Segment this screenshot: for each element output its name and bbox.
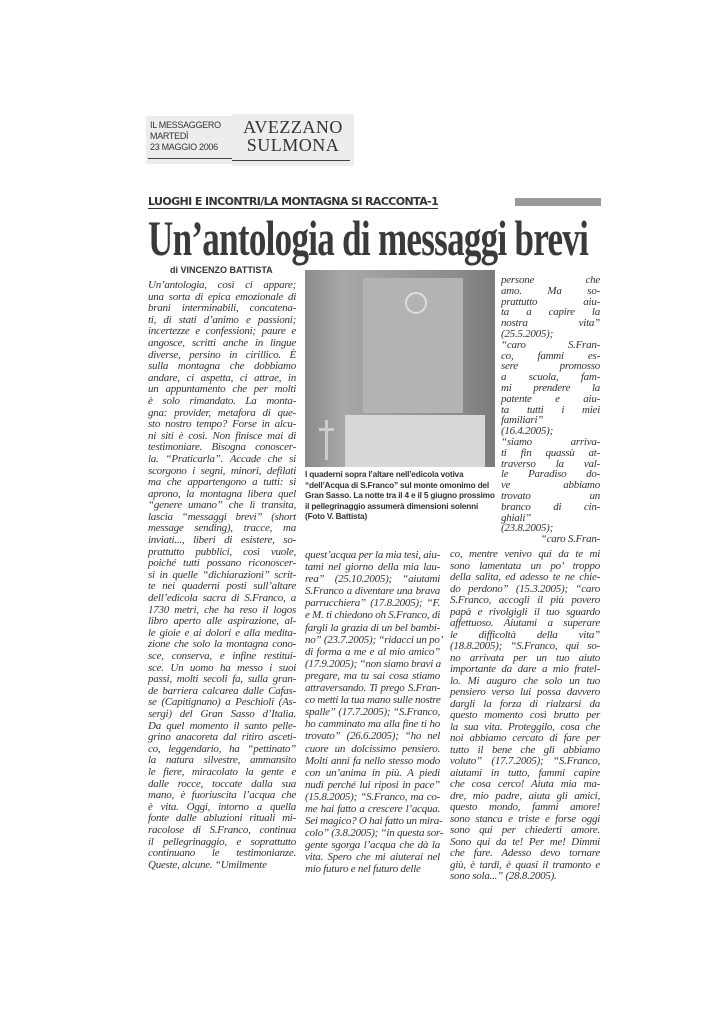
text-line: mio futuro e nel futuro delle [305, 863, 421, 876]
text-line: prattutto aiu- [501, 295, 600, 308]
text-line: traverso la val- [501, 457, 600, 470]
text-line: 1730 metri, che ha reso il logos [148, 603, 296, 616]
text-line: familiari” [501, 414, 544, 427]
text-line: la natura silvestre, ammansito [148, 754, 296, 767]
edition-city-1: AVEZZANO [243, 117, 343, 137]
text-line: si in quelle “dichiarazioni” scrit- [148, 568, 296, 581]
text-line: poiché tutti possano riconoscer- [148, 557, 296, 570]
text-line: me hai fatto a crescere l’acqua. [305, 802, 440, 815]
text-line: aprono, la montagna libera quel [148, 487, 296, 500]
text-line: co, leggendario, ha “pettinato” [148, 742, 296, 755]
text-line: tami nel giorno della mia lau- [305, 561, 440, 574]
text-line: “caro S.Fran- [540, 533, 600, 546]
text-line: ti fin quassù at- [501, 446, 600, 459]
text-line: sono sola...” (28.8.2005). [450, 870, 557, 882]
text-line: nudi perché lui riposi in pace” [305, 778, 440, 791]
text-line: giù, è tardi, è quasi il tramonto e [450, 858, 600, 871]
text-line: pregare, ma tu sai cosa stiamo [305, 669, 440, 682]
text-line: pensiero verso lui possa davvero [450, 686, 600, 698]
text-line: quest’acqua per la mia tesi, aiu- [305, 549, 440, 561]
edition-rule [232, 160, 350, 161]
text-line: con un’anima in più. A piedi [305, 766, 440, 779]
text-line: branco di cin- [501, 500, 600, 513]
text-line: le gioie e ai dolori e alla medita- [148, 626, 296, 639]
text-line: ti, di stati d’animo e passioni; [148, 313, 296, 326]
text-line: nostra vita” [501, 317, 600, 330]
text-line: lo. Mi auguro che solo un tuo [450, 674, 600, 687]
text-line: sono lamentata un po’ troppo [450, 559, 600, 572]
weekday: MARTEDÌ [150, 131, 189, 141]
text-line: brani interminabili, concatena- [148, 302, 296, 315]
text-line: se (Capitignano) a Peschioli (As- [148, 696, 296, 709]
text-line: message sending), tracce, ma [148, 522, 296, 535]
text-line: gente sgorga l’acqua che dà la [305, 839, 440, 852]
text-line: importante da dare a mio fratel- [450, 663, 600, 675]
text-line: lascia “messaggi brevi” (short [148, 510, 296, 523]
text-line: Molti anni fa nello stesso modo [305, 754, 440, 767]
text-line: trovato un [501, 489, 600, 502]
text-line: dalle rocce, toccate dalla sua [148, 777, 296, 790]
text-line: (25.5.2005); [501, 327, 553, 340]
text-line: sergi) del Gran Sasso d’Italia. [148, 707, 296, 720]
text-line: incertezze e confessioni; paure e [148, 325, 296, 338]
text-line: sce, conserva, e infine restitui- [148, 650, 296, 662]
publication-date: 23 MAGGIO 2006 [150, 142, 218, 152]
text-line: patente e aiu- [501, 392, 600, 405]
headline: Un’antologia di messaggi brevi [148, 210, 589, 266]
text-line: la sua vita. Proteggilo, cosa che [450, 720, 600, 733]
text-line: S.Franco a diventare una brava [305, 585, 440, 598]
article-photo [305, 270, 495, 467]
text-line: attraversando. Ti prego S.Fran- [305, 682, 440, 695]
article-column-right [501, 275, 600, 545]
text-line: è vita. Oggi, intorno a quella [148, 800, 296, 813]
text-line: diverse, persino in cirillico. È [148, 348, 296, 361]
text-line: racolose di S.Franco, continua [148, 823, 296, 836]
text-line: sulla montagna che dobbiamo [148, 360, 296, 373]
text-line: sono stanca e triste e forse oggi [450, 812, 600, 825]
text-line: prattutto pubblici, così vuole, [148, 545, 296, 558]
text-line: voluto” (17.7.2005); “S.Franco, [450, 755, 600, 767]
text-line: della salita, ed adesso te ne chie- [450, 571, 600, 583]
text-line: te nei quaderni posti sull’altare [148, 580, 296, 593]
text-line: zione che solo la montagna cono- [148, 638, 296, 651]
text-line: persone che [501, 274, 600, 286]
text-line: ve abbiamo [501, 479, 600, 492]
text-line: di forma a me e al mio amico” [305, 645, 440, 658]
text-line: è solo rimandato. La monta- [148, 394, 296, 407]
text-line: questo momento così brutto per [450, 709, 600, 721]
photo-cross-icon [325, 420, 328, 460]
text-line: vita. Spero che mi aiuterai nel [305, 851, 440, 864]
text-line: ta tutti i miei [501, 403, 600, 416]
text-line: co metti la tua mano sulle nostre [305, 694, 441, 707]
text-line: mi prendere la [501, 381, 600, 394]
text-line: amo. Ma so- [501, 284, 600, 297]
text-line: de barriera calcarea dalle Cafas- [148, 684, 296, 697]
text-line: papà e rivolgigli il tuo sguardo [450, 605, 600, 618]
text-line: aiutami in tutto, fammi capire [450, 766, 600, 779]
text-line: (17.9.2005); “non siamo bravi a [305, 657, 441, 670]
text-line: ma che appartengono a tutti: si [148, 476, 296, 489]
text-line: grino anacoreta dal ritiro asceti- [148, 731, 296, 744]
text-line: no” (23.7.2005); “ridacci un po’ [305, 633, 444, 646]
text-line: “caro S.Fran- [501, 338, 600, 351]
text-line: spalle” (17.7.2005); “S.Franco, [305, 706, 440, 719]
text-line: (16.4.2005); [501, 425, 553, 438]
text-line: sto nostro tempo? Forse in alcu- [148, 418, 296, 431]
text-line: inviati..., liberi di esistere, so- [148, 534, 296, 547]
text-line: Sono qui da te! Per me! Dimmi [450, 835, 600, 848]
photo-saint-halo [405, 292, 427, 314]
text-line: e M. ti chiedono oh S.Franco, di [305, 609, 440, 622]
edition-city-2: SULMONA [246, 135, 340, 155]
text-line: Sei magico? O hai fatto un mira- [305, 815, 443, 828]
text-line: Queste, alcune. “Umilmente [148, 858, 267, 871]
article-column-middle [305, 549, 444, 876]
text-line: cuore un dolcissimo pensiero. [305, 742, 440, 755]
text-line: sce. Un uomo ha messo i suoi [148, 661, 296, 674]
text-line: libro aperto alle aspirazione, al- [148, 615, 296, 628]
text-line: dargli la forza di rialzarsi da [450, 697, 600, 710]
text-line: co, fammi es- [501, 349, 600, 362]
article-column-left [148, 280, 296, 871]
text-line: rea” (25.10.2005); “aiutami [305, 573, 440, 586]
text-line: “siamo arriva- [501, 435, 600, 448]
text-line: passi, molti secoli fa, sulla gran- [148, 673, 296, 686]
text-line: mano, è fuoriuscita l’acqua che [148, 789, 296, 802]
text-line: S.Franco, accogli il più povero [450, 594, 600, 606]
text-line: che fare. Adesso devo tornare [450, 847, 600, 859]
text-line: che cosa cerco! Aiuta mia ma- [450, 778, 600, 790]
photo-plaque [345, 415, 485, 467]
text-line: ghiali” [501, 511, 532, 524]
section-heading: LUOGHI E INCONTRI/LA MONTAGNA SI RACCONTA-1 [148, 195, 439, 208]
text-line: do perdono” (15.3.2005); “caro [450, 582, 600, 595]
photo-caption: I quaderni sopra l’altare nell’edicola votiva “dell’Acqua di S.Franco” sul monte omonimo del Gran Sasso. La notte tra il 4 e il 5 giugno prossimo il pellegrinaggio assumerà dimensioni solenni (Foto V. Battista) [305, 469, 495, 521]
text-line: co, mentre venivo qui da te mi [450, 548, 600, 560]
text-line: il pellegrinaggio, e soprattutto [148, 835, 296, 848]
text-line: colo” (3.8.2005); “in questa sor- [305, 827, 444, 840]
text-line: (23.8.2005); [501, 522, 553, 535]
text-line: tutto il bene che gli abbiamo [450, 743, 600, 756]
text-line: sere promosso [501, 360, 600, 373]
text-line: scorgono i segni, minori, defilati [148, 464, 296, 477]
text-line: trovato” (26.6.2005); “ho nel [305, 730, 440, 743]
text-line: ho camminato ma alla fine ti ho [305, 718, 440, 731]
text-line: a scuola, fam- [501, 371, 600, 384]
text-line: Un’antologia, così ci appare; [148, 279, 296, 291]
text-line: dre, mio padre, aiuta gli amici, [450, 789, 600, 802]
text-line: (18.8.2005); “S.Franco, qui so- [450, 640, 600, 652]
text-line: una sorta di epica emozionale di [148, 290, 296, 303]
text-line: no arrivata per un tuo aiuto [450, 651, 600, 664]
text-line: continuano le testimonianze. [148, 847, 296, 860]
section-bar [515, 198, 601, 206]
text-line: dell’edicola sacra di S.Franco, a [148, 592, 296, 605]
text-line: fonte dalle abluzioni rituali mi- [148, 812, 296, 825]
text-line: “genere umano” che lì transita, [148, 499, 296, 512]
text-line: testimoniare. Bisogna conoscer- [148, 441, 296, 454]
edition-label [238, 118, 348, 154]
text-line: ta a capire la [501, 306, 600, 319]
text-line: Da quel momento il santo pelle- [148, 719, 296, 732]
text-line: noi abbiamo cercato di fare per [450, 732, 600, 744]
text-line: questo mondo, fammi amore! [450, 801, 600, 813]
masthead-rule [148, 158, 232, 159]
text-line: gna: provider, metafora di que- [148, 406, 296, 419]
text-line: sono qui per chiederti amore. [450, 824, 600, 836]
text-line: andare, ci aspetta, ci attrae, in [148, 371, 296, 384]
text-line: affettuoso. Aiutami a superare [450, 617, 600, 629]
text-line: fargli la grazia di un bel bambi- [305, 621, 440, 634]
byline: di VINCENZO BATTISTA [170, 265, 273, 275]
text-line: (15.8.2005); “S.Franco, ma co- [305, 790, 440, 803]
article-column-end [450, 549, 600, 883]
text-line: le Paradiso do- [501, 468, 600, 481]
text-line: le difficoltà della vita” [450, 628, 600, 641]
text-line: ni siti è così. Non finisce mai di [148, 429, 296, 442]
text-line: un appuntamento che per molti [148, 383, 296, 396]
newspaper-name: IL MESSAGGERO [150, 120, 221, 130]
masthead [150, 120, 221, 153]
text-line: la. “Praticarla”. Accade che si [148, 452, 296, 465]
text-line: angosce, scritti anche in lingue [148, 336, 296, 349]
text-line: parrucchiera” (17.8.2005); “F. [305, 597, 440, 610]
text-line: le fiere, miracolato la gente e [148, 765, 296, 778]
